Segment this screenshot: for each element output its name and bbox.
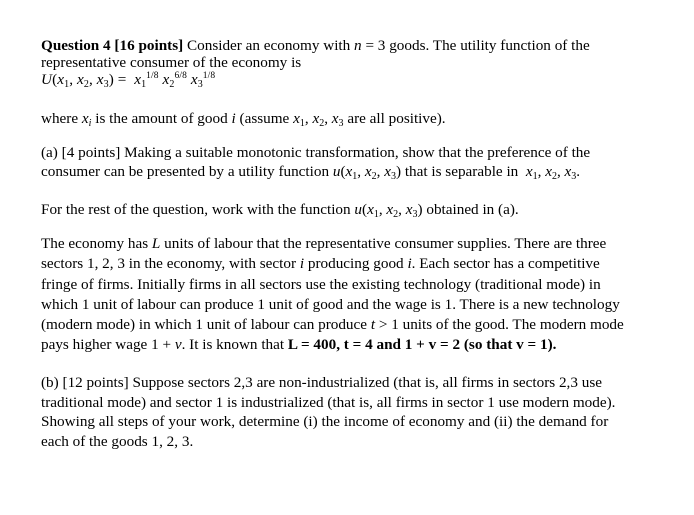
rest-note: For the rest of the question, work with the function $u(x_1$, $x_2$, $x_3$) obtained in (a).: [41, 201, 519, 220]
part-a-text3: that is separable in: [404, 163, 519, 180]
where-end: are all positive).: [347, 110, 446, 127]
where-rest: is the amount of good: [95, 110, 228, 127]
rest-note-text1: For the rest of the question, work with the function: [41, 201, 351, 218]
where-line: where $x_i$ is the amount of good i (assume $x_1$, $x_2$, $x_3$ are all positive).: [41, 110, 446, 129]
rest-note-text2: obtained in (a).: [426, 201, 519, 218]
part-b-text3: Showing all steps of your work, determine (i) the income of economy and (ii) the demand for: [41, 413, 609, 430]
intro-eq: = 3 goods. The utility function of the: [365, 37, 590, 54]
part-a: (a) [4 points] Making a suitable monotonic transformation, show that the preference of the consumer can be presented by a utility function $u(x_1$, $x_2$, $x_3$) that is separable in $x_1$, $x_2$, $x_3$.: [41, 144, 591, 182]
utility-formula: $U(x_1$, $x_2$, $x_3) = x_1^{1/8}$ $x_2^{6/8}$ $x_3^{1/8}$: [41, 71, 216, 90]
economy-p2: sectors 1, 2, 3 in the economy, with sector: [41, 255, 297, 273]
part-b-text4: each of the goods 1, 2, 3.: [41, 432, 194, 450]
intro-line2: representative consumer of the economy is: [41, 54, 302, 71]
part-a-text1: Making a suitable monotonic transformation, show that the preference of the: [124, 144, 591, 161]
part-b: [41, 373, 671, 451]
economy-p2b: producing good: [307, 255, 404, 273]
question-header: Question 4 [16 points]: [41, 37, 184, 54]
var-n: n: [354, 37, 362, 54]
economy-p1b: units of labour that the representative consumer supplies. There are three: [164, 235, 607, 252]
part-b-label: (b) [12 points]: [41, 374, 129, 391]
economy-p6b: . It is known that: [181, 336, 285, 354]
part-b-text2: traditional mode) and sector 1 is industrialized (that is, all firms in sector 1 use modern mode).: [41, 393, 616, 411]
economy-p1: The economy has: [41, 235, 149, 252]
economy-p5b: > 1 units of the good. The modern mode: [378, 316, 624, 334]
exponent-2: 6/8: [174, 71, 187, 81]
part-b-text1: Suppose sectors 2,3 are non-industrialized (that is, all firms in sectors 2,3 use: [132, 374, 602, 391]
where-text: where: [41, 110, 79, 127]
utility-symbol: U: [41, 71, 53, 88]
economy-p6: pays higher wage 1 +: [41, 336, 172, 354]
economy-p6c: L = 400, t = 4 and 1 + v = 2 (so that v = 1).: [287, 336, 557, 354]
intro-text: Consider an economy with: [187, 37, 351, 54]
economy-p2c: . Each sector has a competitive: [411, 255, 600, 273]
question-intro: [41, 37, 671, 88]
where-assume: (assume: [239, 110, 290, 127]
economy-paragraph: The economy has L units of labour that the representative consumer supplies. There are three sectors 1, 2, 3 in the economy, with sector i producing good i. Each sector has a competitive fringe of firms. Initially firms in all sectors use the existing technology (traditional mode) in which 1 unit of labour can produce 1 unit of good and the wage is 1. There is a new technology (modern mode) in which 1 unit of labour can produce t > 1 units of the good. The modern mode pays higher wage 1 + v. It is known that L = 400, t = 4 and 1 + v = 2 (so that v = 1).: [41, 235, 624, 354]
exponent-1: 1/8: [146, 71, 159, 81]
exponent-3: 1/8: [202, 71, 216, 81]
part-a-text2: consumer can be presented by a utility function: [41, 163, 330, 180]
economy-p4: which 1 unit of labour can produce 1 unit of good and the wage is 1. There is a new technology: [41, 295, 620, 313]
part-a-label: (a) [4 points]: [41, 144, 121, 161]
economy-p5: (modern mode) in which 1 unit of labour can produce: [41, 316, 368, 334]
economy-p3: fringe of firms. Initially firms in all sectors use the existing technology (traditional mode) in: [41, 275, 601, 293]
